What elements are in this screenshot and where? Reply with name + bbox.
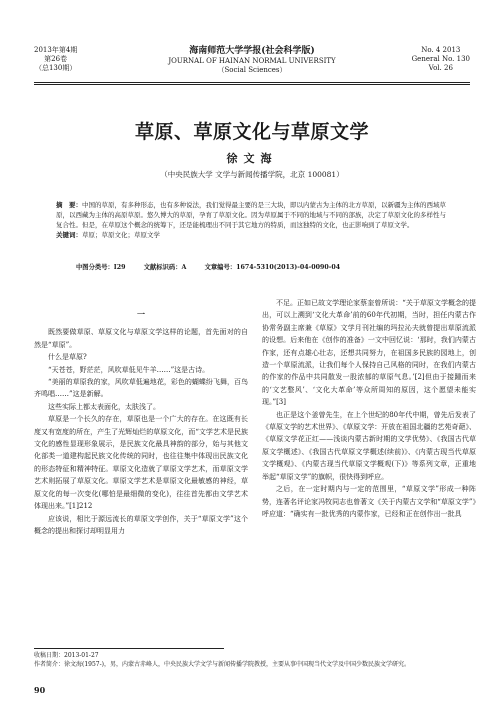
- header-rule: [34, 82, 470, 83]
- right-column: [262, 297, 476, 520]
- total-issue-line: （总130期）: [34, 64, 77, 72]
- clc-number: 中图分类号：I29: [76, 264, 126, 271]
- issue-no-en: No. 4 2013: [421, 46, 461, 54]
- paragraph: 不足。正如已故文学理论家蔡奎曾所说：“关于草原文学概念的提出，可以上溯到‘文化大革命’前的60年代初期，当时，担任内蒙古作协常务副主席兼《草原》文学月刊社编的玛拉沁夫就曾提出草原流派的设想。后来他在《创作的准备》一文中回忆说：‘那时，我们内蒙古作家，还有点雄心壮志，还想共同努力，在祖国多民族的园地上，创造一个草原流派，让我们每个人保持自己风格的同时，在我们内蒙古的作家的作品中共同散发一股浓郁的草原气息。’[2]但由于接踵而来的‘文艺整风’、‘文化大革命’等众所周知的原因，这个愿望未能实现。”[3]: [262, 299, 476, 407]
- volume-en: Vol. 26: [428, 64, 453, 72]
- paragraph: “美丽的草原我的家，风吹草低遍地花，彩色的蝴蝶纷飞舞，百鸟齐鸣唱……”这是新解。: [34, 378, 248, 399]
- header-right: [412, 46, 470, 73]
- section-heading: 一: [137, 309, 145, 319]
- keywords-value: 草原；草原文化；草原文学: [82, 231, 160, 239]
- paragraph: 这些实际上都太表面化，太肤浅了。: [48, 402, 160, 411]
- abstract-body: 中国的草原，有多种形态，也有多种说法，我们觉得最主要的是三大块，即以内蒙古为主体的北方草原，以新疆为主体的西域草原，以西藏为主体的高原草原。悠久博大的草原，孕育了草原文化。因为草原属于不同的地域与不同的部族，决定了草原文化的多样性与复合性。但是，在草原这个概念的统筹下，还是能梳理出不同于其它地方的特质，而这独特的文化，也正影响到了草原文学。: [56, 201, 446, 229]
- abstract-text: [56, 200, 448, 230]
- journal-name-cn: 海南师范大学学报(社会科学版): [189, 46, 315, 56]
- header-center: [34, 46, 470, 75]
- article-title: 草原、草原文化与草原文学: [134, 121, 369, 143]
- paragraph: 草原是一个长久的存在，草原也是一个广大的存在。在这既有长度又有宽度的所在，产生了光辉灿烂的草原文化，而“文学艺术是民族文化的感性显现形象展示，是民族文化最具神韵的部分，始与其他文化部类一道建构起民族文化传统的同时，也往往集中体现出民族文化的形态特征和精神特征。草原文化造就了草原文学艺术，而草原文学艺术则拓展了草原文化。草原文学艺术是草原文化最敏感的神经，草原文化的每一次变化(哪怕是最细微的变化)，往往首先都由文学艺术体现出来。”[1]212: [34, 415, 248, 511]
- paragraph: 应该说，相比于源远流长的草原文学创作，关于“草原文学”这个概念的提出和探讨却明显用力: [34, 514, 248, 535]
- author-bio: 作者简介：徐文海(1957-)，男，内蒙古赤峰人，中央民族大学文学与新闻传播学院教授，主要从事中国现当代文学及中国少数民族文学研究。: [34, 661, 410, 668]
- keywords-line: [56, 230, 448, 240]
- abstract-block: [56, 200, 448, 240]
- footnote-block: [34, 651, 470, 669]
- document-code: 文献标识码：A: [143, 264, 187, 271]
- received-date: 收稿日期：2013-01-27: [34, 652, 99, 659]
- article-number: 文章编号：1674-5310(2013)-04-0090-04: [204, 264, 341, 271]
- left-column: [34, 300, 248, 537]
- author-name: 徐文海: [226, 152, 278, 165]
- paragraph: “天苍苍，野茫茫，风吹草低见牛羊……”这是古诗。: [48, 365, 210, 374]
- paragraph: 也正是这个釜曾先生，在上个世纪的80年代中期，曾先后发表了《草原文学的艺术世界》、《草原文学：开放在祖国北疆的艺苑奇葩》、《草原文学花正红——浅谈内蒙古新时期的文学优势》、《我国古代草原文学概述》、《我国古代草原文学概述(续前)》、《内蒙古现当代草原文学概观》、《内蒙古现当代草原文学概观(下)》等系列文章，正重地举起“草原文学”的旗帜，很快得到呼应。: [262, 410, 476, 481]
- keywords-label: 关键词：: [56, 231, 82, 239]
- abstract-label: 摘 要：: [56, 201, 82, 209]
- footnote-rule: [34, 648, 224, 649]
- paragraph: 之后，在一定时期内与一定的范围里，“草原文学”形成一种阵势，连著名评论家冯牧同志也曾著文《关于内蒙古文学和“草原文学”》呼应道：“确实有一批优秀的内蒙作家，已经和正在创作出一批具: [262, 485, 476, 518]
- issue-line: 2013年第4期: [34, 46, 78, 54]
- header-rule-thin: [34, 84, 470, 85]
- author-affiliation: （中央民族大学 文学与新闻传播学院，北京 100081）: [160, 170, 344, 179]
- journal-header: [34, 46, 470, 82]
- paragraph: 什么是草原?: [48, 353, 87, 362]
- volume-line: 第26卷: [44, 55, 68, 63]
- journal-name-en: JOURNAL OF HAINAN NORMAL UNIVERSITY: [168, 57, 336, 65]
- classification-line: [76, 262, 356, 271]
- page-number: 90: [34, 685, 46, 695]
- general-no-en: General No. 130: [411, 55, 470, 63]
- journal-subtitle: （Social Sciences）: [217, 66, 287, 74]
- paragraph: 既然要做草原、草原文化与草原文学这样的论题，首先面对的自然是“草原”。: [34, 328, 248, 349]
